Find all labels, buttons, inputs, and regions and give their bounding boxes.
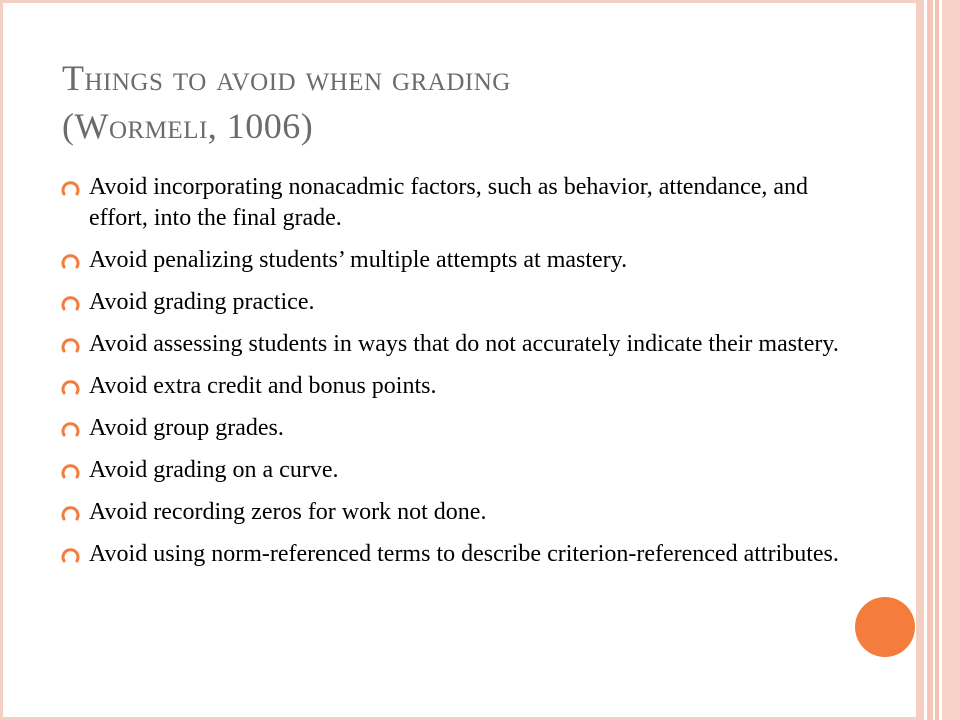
bullet-item	[62, 455, 852, 486]
slide-title-line-1: Things to avoid when grading	[62, 58, 511, 98]
orange-arc-bullet-icon	[60, 292, 82, 314]
bullet-text: Avoid group grades.	[89, 415, 284, 441]
orange-circle-decoration	[855, 597, 915, 657]
decorative-stripe	[916, 0, 924, 720]
bullet-item	[62, 371, 852, 402]
slide-border-top	[0, 0, 922, 3]
bullet-item	[62, 413, 852, 444]
bullet-item	[62, 497, 852, 528]
orange-arc-bullet-icon	[60, 502, 82, 524]
slide-title	[62, 54, 882, 150]
orange-arc-bullet-icon	[60, 334, 82, 356]
orange-arc-bullet-icon	[60, 376, 82, 398]
bullet-item	[62, 539, 852, 570]
bullet-item	[62, 245, 852, 276]
bullet-text: Avoid grading on a curve.	[89, 457, 339, 483]
bullet-text: Avoid grading practice.	[89, 289, 315, 315]
orange-arc-bullet-icon	[60, 418, 82, 440]
slide-border-left	[0, 0, 3, 720]
bullet-text: Avoid using norm-referenced terms to describe criterion-referenced attributes.	[89, 541, 839, 567]
orange-arc-bullet-icon	[60, 544, 82, 566]
bullet-item	[62, 329, 852, 360]
bullet-text: Avoid penalizing students’ multiple attempts at mastery.	[89, 247, 628, 273]
bullet-item	[62, 172, 852, 234]
slide-title-line-2: (Wormeli, 1006)	[62, 106, 314, 146]
orange-arc-bullet-icon	[60, 177, 82, 199]
decorative-stripe	[942, 0, 960, 720]
bullet-list	[62, 172, 852, 581]
bullet-text: Avoid incorporating nonacadmic factors, such as behavior, attendance, and effort, into the final grade.	[89, 174, 808, 231]
bullet-text: Avoid recording zeros for work not done.	[89, 499, 487, 525]
bullet-item	[62, 287, 852, 318]
orange-arc-bullet-icon	[60, 460, 82, 482]
bullet-text: Avoid extra credit and bonus points.	[89, 373, 437, 399]
orange-arc-bullet-icon	[60, 250, 82, 272]
bullet-text: Avoid assessing students in ways that do not accurately indicate their mastery.	[89, 331, 839, 357]
